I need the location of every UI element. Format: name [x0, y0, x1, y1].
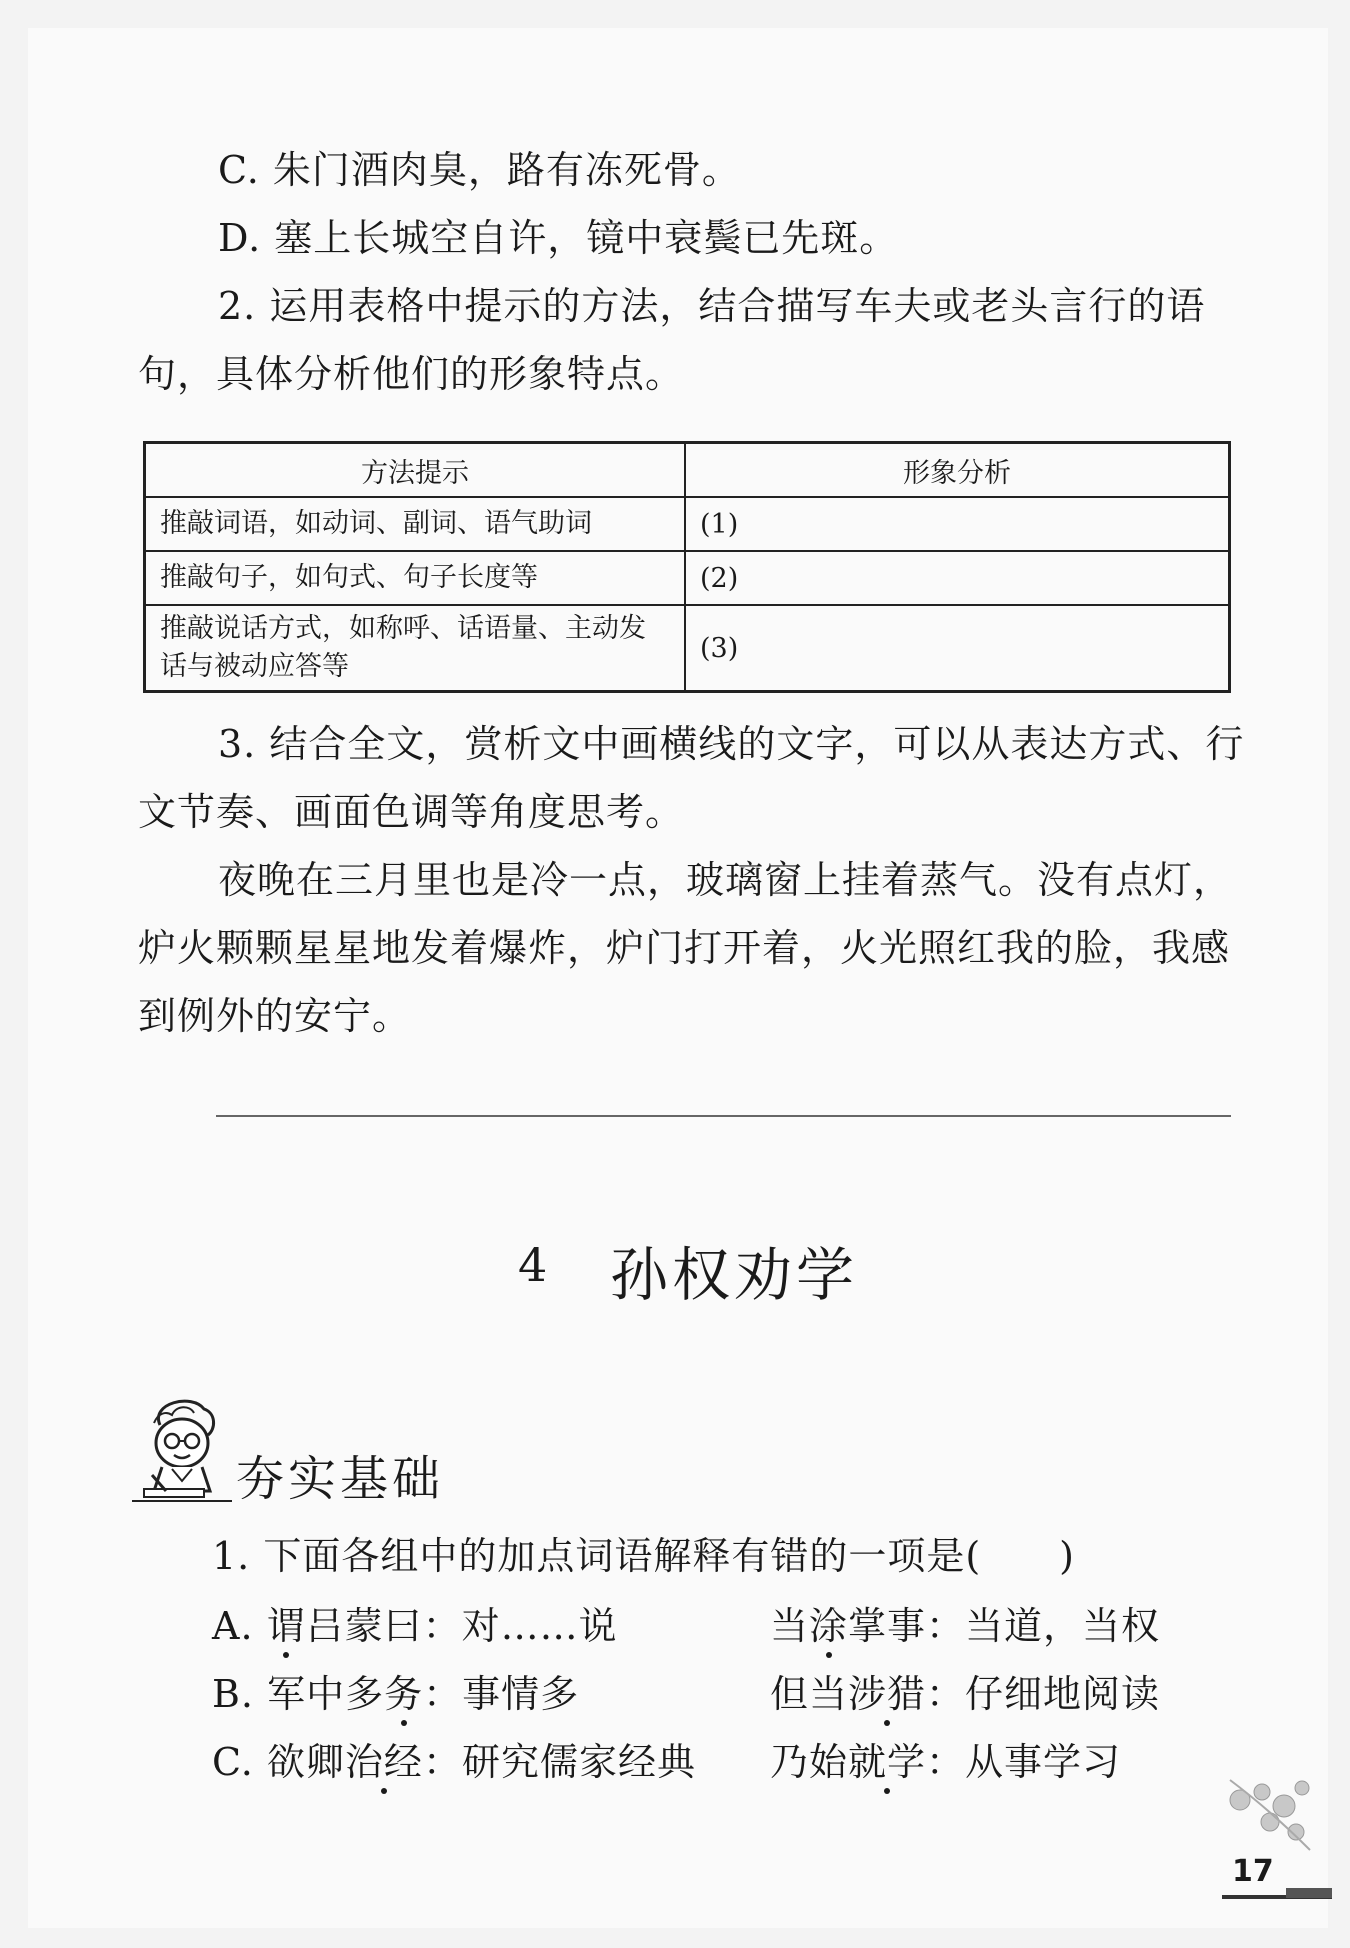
option-text: 当 — [770, 1604, 810, 1648]
option-text: ：事情多 — [423, 1672, 580, 1716]
option-label: A. — [212, 1604, 254, 1648]
option-b-second — [770, 1672, 1160, 1716]
table-cell-method: 推敲词语，如动词、副词、语气助词 — [145, 497, 686, 551]
dotted-word: 涉猎 — [848, 1672, 927, 1716]
option-c — [212, 1740, 696, 1784]
option-b — [212, 1672, 579, 1716]
dotted-word: 务 — [384, 1672, 424, 1716]
page-number: 17 — [1232, 1854, 1274, 1889]
option-a-second — [770, 1604, 1160, 1648]
lesson-title: 孙权劝学 — [610, 1241, 859, 1309]
option-c-prev: C. 朱门酒肉臭，路有冻死骨。 — [218, 148, 741, 192]
dotted-word: 就学 — [848, 1740, 927, 1784]
option-label: B. — [212, 1672, 255, 1716]
option-text: ：仔细地阅读 — [926, 1672, 1161, 1716]
student-mascot-icon — [132, 1395, 232, 1503]
passage-line2: 炉火颗颗星星地发着爆炸，炉门打开着，火光照红我的脸，我感 — [138, 926, 1231, 970]
table-row — [145, 605, 1230, 692]
dotted-word: 谓 — [266, 1604, 306, 1648]
question-2-line2: 句，具体分析他们的形象特点。 — [138, 352, 685, 396]
option-label: C. — [212, 1740, 254, 1784]
option-text: 军中多 — [267, 1672, 385, 1716]
table-cell-method-line2: 话与被动应答等 — [160, 651, 349, 682]
table-cell-analysis: (2) — [685, 551, 1230, 605]
table-cell-analysis: (3) — [685, 605, 1230, 692]
option-a — [212, 1604, 618, 1648]
passage-line1: 夜晚在三月里也是冷一点，玻璃窗上挂着蒸气。没有点灯， — [218, 858, 1233, 902]
option-text: 欲卿 — [266, 1740, 345, 1784]
option-text: ：研究儒家经典 — [422, 1740, 696, 1784]
flower-decoration-icon — [1210, 1770, 1320, 1860]
question-3-line1: 3. 结合全文，赏析文中画横线的文字，可以从表达方式、行 — [218, 722, 1245, 766]
dotted-word: 涂 — [809, 1604, 849, 1648]
table-cell-method-line1: 推敲说话方式，如称呼、话语量、主动发 — [160, 613, 646, 644]
passage-line3: 到例外的安宁。 — [138, 994, 412, 1038]
method-table — [143, 441, 1231, 693]
table-cell-method — [145, 605, 686, 692]
table-header-method: 方法提示 — [145, 443, 686, 498]
option-d-prev: D. 塞上长城空自许，镜中衰鬓已先斑。 — [218, 216, 899, 260]
question-3-line2: 文节奏、画面色调等角度思考。 — [138, 790, 685, 834]
option-text: 掌事：当道，当权 — [848, 1604, 1161, 1648]
question-2-line1: 2. 运用表格中提示的方法，结合描写车夫或老头言行的语 — [218, 284, 1206, 328]
section-divider — [216, 1115, 1231, 1117]
question-1-stem: 1. 下面各组中的加点词语解释有错的一项是( ) — [212, 1534, 1075, 1578]
option-text: 乃始 — [770, 1740, 849, 1784]
table-cell-method: 推敲句子，如句式、句子长度等 — [145, 551, 686, 605]
option-text: 但当 — [770, 1672, 849, 1716]
table-cell-analysis: (1) — [685, 497, 1230, 551]
option-text: 吕蒙曰：对……说 — [305, 1604, 618, 1648]
table-row — [145, 497, 1230, 551]
option-c-second — [770, 1740, 1121, 1784]
dotted-word: 治经 — [344, 1740, 423, 1784]
page-number-tab — [1286, 1888, 1332, 1898]
table-header-analysis: 形象分析 — [685, 443, 1230, 498]
option-text: ：从事学习 — [926, 1740, 1122, 1784]
table-row — [145, 551, 1230, 605]
lesson-number: 4 — [518, 1238, 548, 1292]
section-title: 夯实基础 — [236, 1451, 445, 1507]
